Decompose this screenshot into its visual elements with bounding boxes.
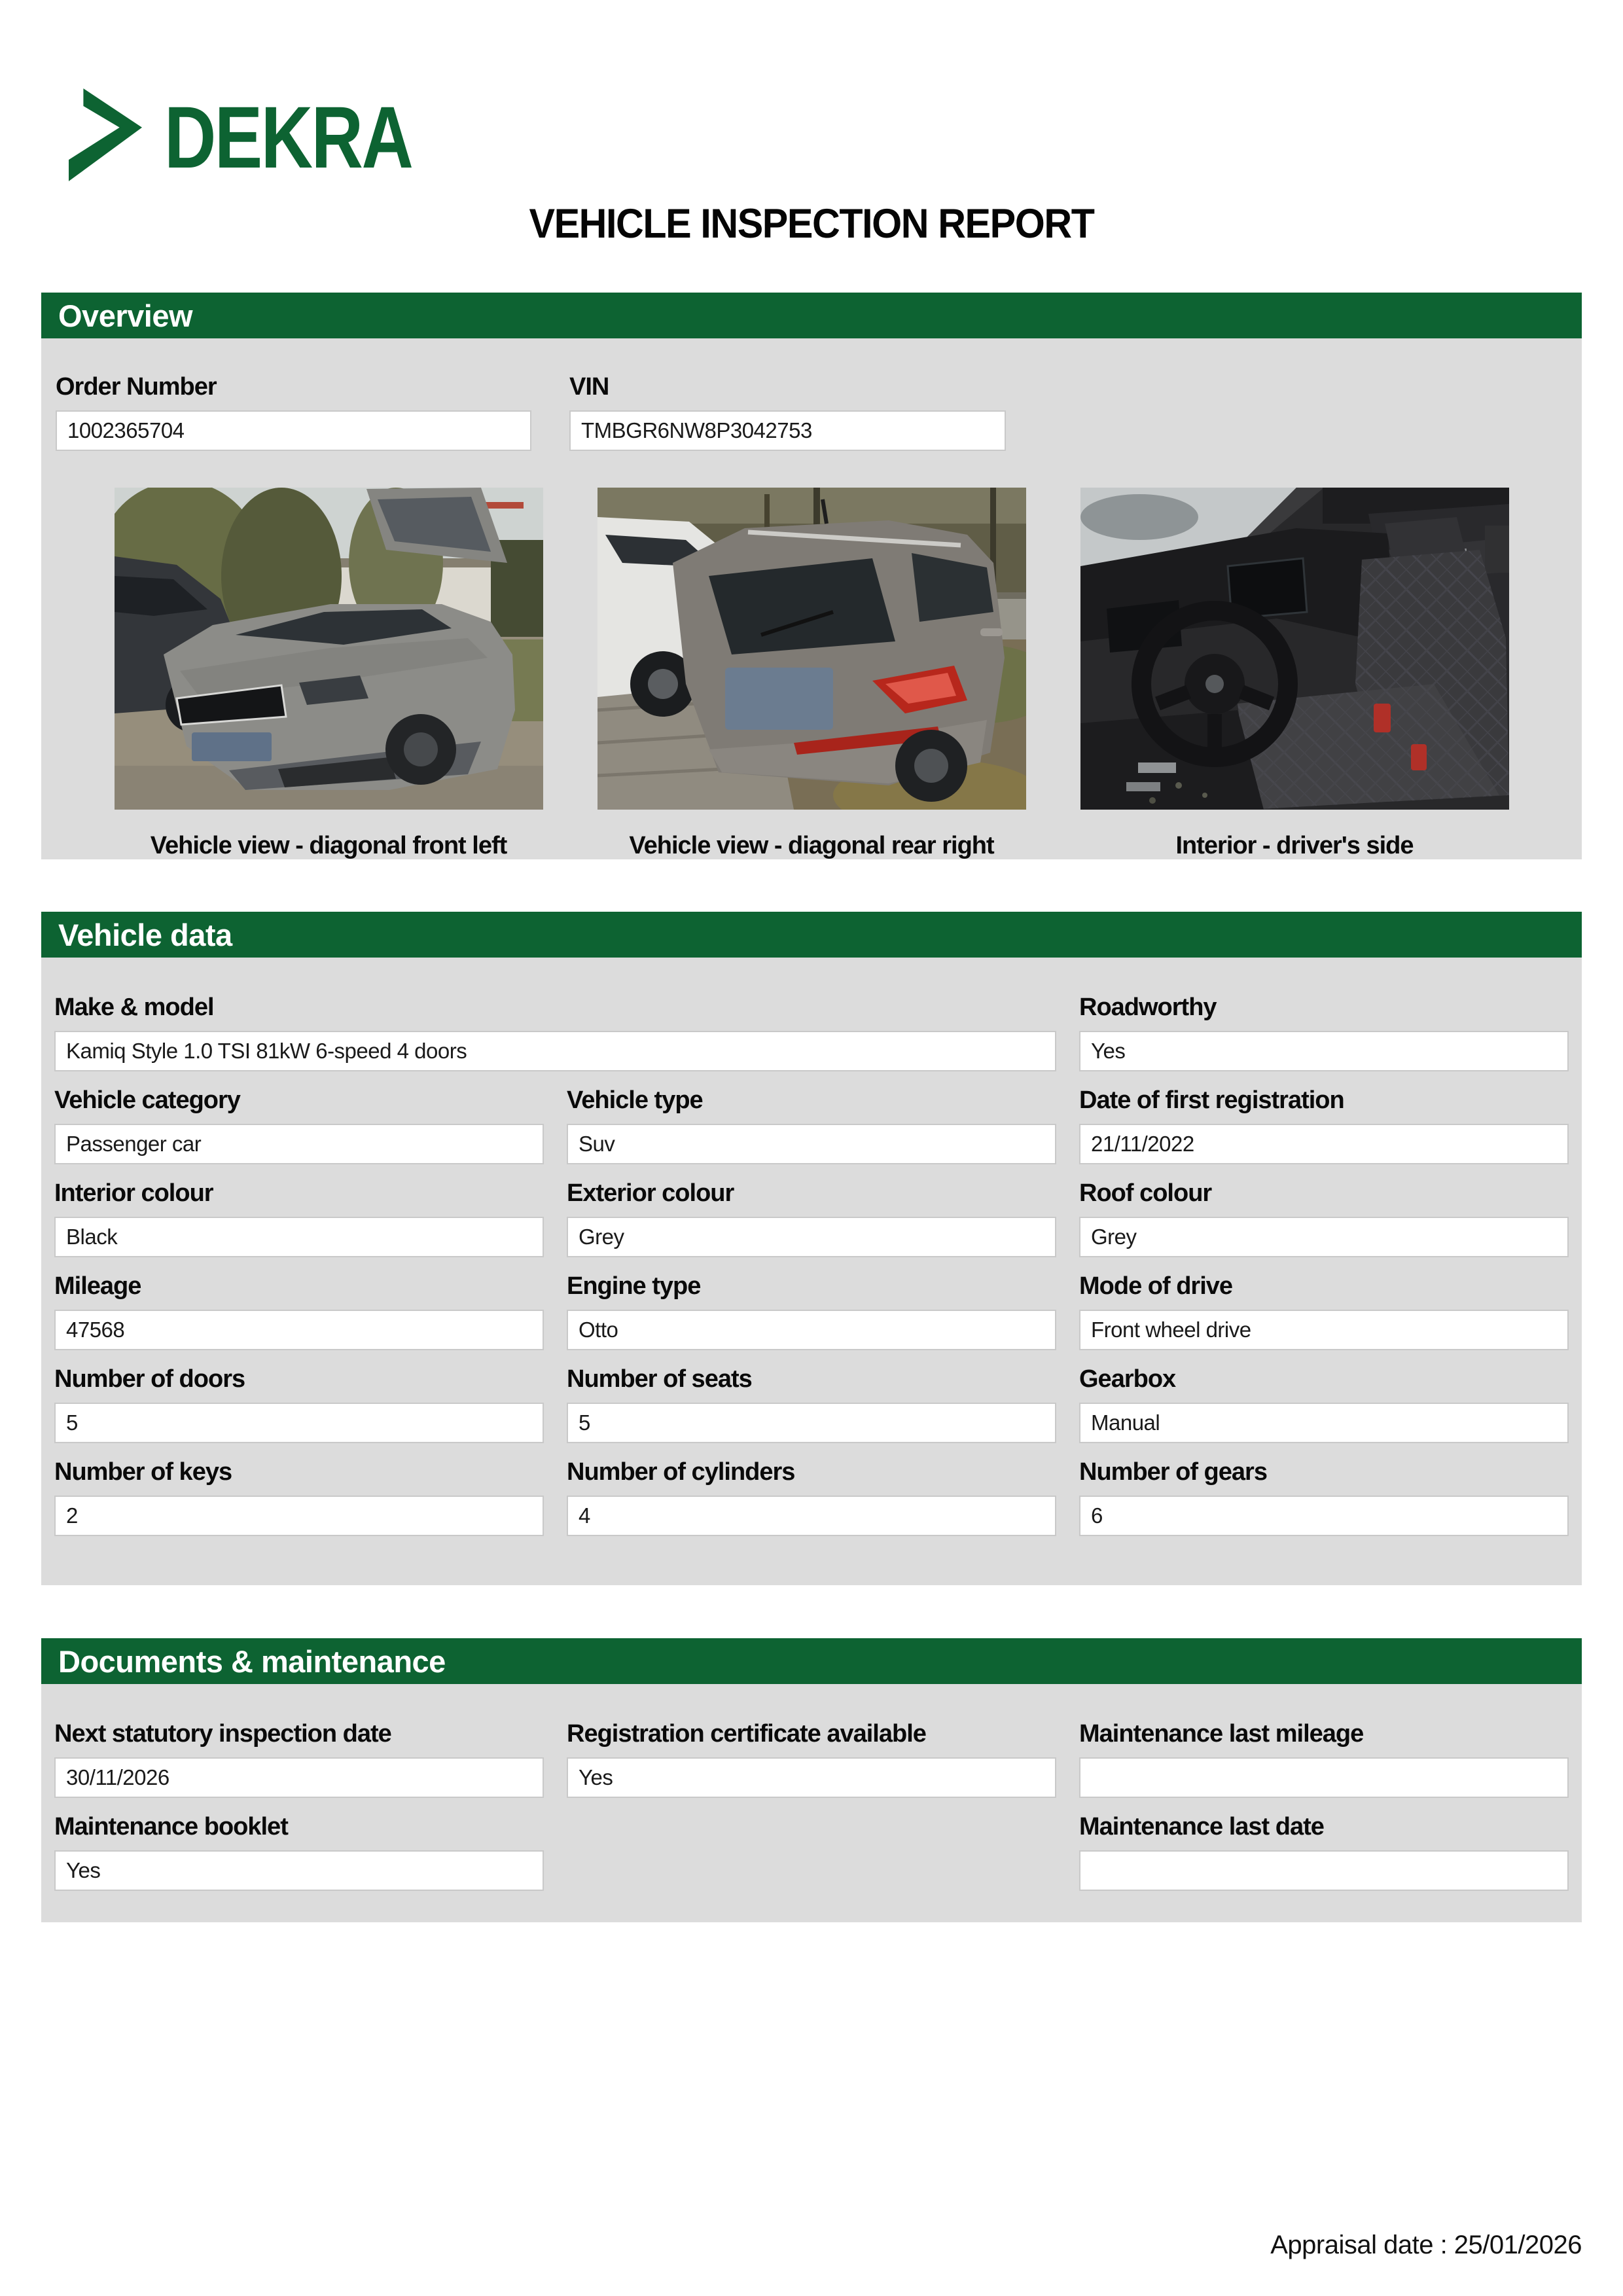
make-model-label: Make & model	[54, 994, 214, 1021]
roof-colour-value: Grey	[1079, 1217, 1569, 1257]
maintenance-last-date-value	[1079, 1850, 1569, 1891]
mileage-value: 47568	[54, 1310, 544, 1350]
vehicle-photo-rear-right	[597, 488, 1026, 810]
appraisal-date: Appraisal date : 25/01/2026	[1270, 2231, 1582, 2259]
engine-type-label: Engine type	[567, 1272, 701, 1300]
field-registration-certificate	[567, 1719, 1056, 1798]
number-of-keys-label: Number of keys	[54, 1458, 232, 1486]
interior-colour-label: Interior colour	[54, 1179, 213, 1207]
field-roof-colour	[1079, 1179, 1569, 1257]
page-title: VEHICLE INSPECTION REPORT	[529, 201, 1094, 247]
order-number-label: Order Number	[56, 373, 217, 401]
documents-maintenance-section-header: Documents & maintenance	[41, 1638, 1582, 1684]
field-first-registration	[1079, 1086, 1569, 1164]
interior-colour-value: Black	[54, 1217, 544, 1257]
first-registration-value: 21/11/2022	[1079, 1124, 1569, 1164]
field-maintenance-last-date	[1079, 1812, 1569, 1891]
gearbox-label: Gearbox	[1079, 1365, 1176, 1393]
field-make-model	[54, 993, 1056, 1071]
overview-section-body	[41, 338, 1582, 859]
maintenance-booklet-label: Maintenance booklet	[54, 1813, 288, 1840]
first-registration-label: Date of first registration	[1079, 1086, 1344, 1114]
photo-card-front-left	[115, 488, 543, 860]
field-gearbox	[1079, 1365, 1569, 1443]
registration-certificate-value: Yes	[567, 1757, 1056, 1798]
number-of-cylinders-value: 4	[567, 1496, 1056, 1536]
vehicle-photo-row	[56, 488, 1567, 860]
make-model-value: Kamiq Style 1.0 TSI 81kW 6-speed 4 doors	[54, 1031, 1056, 1071]
maintenance-booklet-value: Yes	[54, 1850, 544, 1891]
photo-caption-front-left: Vehicle view - diagonal front left	[150, 832, 507, 859]
number-of-keys-value: 2	[54, 1496, 544, 1536]
vehicle-data-section-header: Vehicle data	[41, 912, 1582, 958]
vehicle-type-label: Vehicle type	[567, 1086, 703, 1114]
vehicle-photo-interior	[1080, 488, 1509, 810]
field-vin	[569, 372, 1006, 451]
dekra-logo	[69, 80, 466, 190]
field-engine-type	[567, 1272, 1056, 1350]
vehicle-data-section	[41, 912, 1582, 1585]
vehicle-category-value: Passenger car	[54, 1124, 544, 1164]
field-number-of-gears	[1079, 1458, 1569, 1536]
next-inspection-date-value: 30/11/2026	[54, 1757, 544, 1798]
field-exterior-colour	[567, 1179, 1056, 1257]
vehicle-type-value: Suv	[567, 1124, 1056, 1164]
photo-caption-rear-right: Vehicle view - diagonal rear right	[629, 832, 994, 859]
overview-section	[41, 293, 1582, 859]
number-of-seats-value: 5	[567, 1403, 1056, 1443]
vehicle-photo-front-left	[115, 488, 543, 810]
field-interior-colour	[54, 1179, 544, 1257]
mode-of-drive-label: Mode of drive	[1079, 1272, 1233, 1300]
number-of-doors-label: Number of doors	[54, 1365, 245, 1393]
photo-caption-interior: Interior - driver's side	[1175, 832, 1414, 859]
field-number-of-doors	[54, 1365, 544, 1443]
field-number-of-keys	[54, 1458, 544, 1536]
mileage-label: Mileage	[54, 1272, 141, 1300]
field-mode-of-drive	[1079, 1272, 1569, 1350]
engine-type-value: Otto	[567, 1310, 1056, 1350]
field-order-number	[56, 372, 531, 451]
field-maintenance-booklet	[54, 1812, 544, 1891]
maintenance-last-date-label: Maintenance last date	[1079, 1813, 1324, 1840]
field-vehicle-category	[54, 1086, 544, 1164]
exterior-colour-value: Grey	[567, 1217, 1056, 1257]
roadworthy-label: Roadworthy	[1079, 994, 1217, 1021]
field-roadworthy	[1079, 993, 1569, 1071]
field-number-of-seats	[567, 1365, 1056, 1443]
next-inspection-date-label: Next statutory inspection date	[54, 1720, 391, 1748]
documents-maintenance-section-body	[41, 1684, 1582, 1922]
roadworthy-value: Yes	[1079, 1031, 1569, 1071]
field-next-inspection-date	[54, 1719, 544, 1798]
number-of-cylinders-label: Number of cylinders	[567, 1458, 795, 1486]
order-number-value: 1002365704	[56, 410, 531, 451]
number-of-doors-value: 5	[54, 1403, 544, 1443]
photo-card-rear-right	[597, 488, 1026, 860]
maintenance-last-mileage-value	[1079, 1757, 1569, 1798]
vehicle-category-label: Vehicle category	[54, 1086, 240, 1114]
vin-value: TMBGR6NW8P3042753	[569, 410, 1006, 451]
field-mileage	[54, 1272, 544, 1350]
exterior-colour-label: Exterior colour	[567, 1179, 734, 1207]
number-of-seats-label: Number of seats	[567, 1365, 752, 1393]
field-maintenance-last-mileage	[1079, 1719, 1569, 1798]
photo-card-interior	[1080, 488, 1509, 860]
dekra-arrow-icon	[69, 80, 142, 190]
vehicle-data-section-body	[41, 958, 1582, 1585]
field-vehicle-type	[567, 1086, 1056, 1164]
vin-label: VIN	[569, 373, 609, 401]
documents-maintenance-section	[41, 1638, 1582, 1922]
registration-certificate-label: Registration certificate available	[567, 1720, 926, 1748]
dekra-wordmark: DEKRA	[164, 89, 412, 187]
number-of-gears-value: 6	[1079, 1496, 1569, 1536]
number-of-gears-label: Number of gears	[1079, 1458, 1267, 1486]
roof-colour-label: Roof colour	[1079, 1179, 1212, 1207]
field-number-of-cylinders	[567, 1458, 1056, 1536]
maintenance-last-mileage-label: Maintenance last mileage	[1079, 1720, 1364, 1748]
overview-section-header: Overview	[41, 293, 1582, 338]
mode-of-drive-value: Front wheel drive	[1079, 1310, 1569, 1350]
gearbox-value: Manual	[1079, 1403, 1569, 1443]
